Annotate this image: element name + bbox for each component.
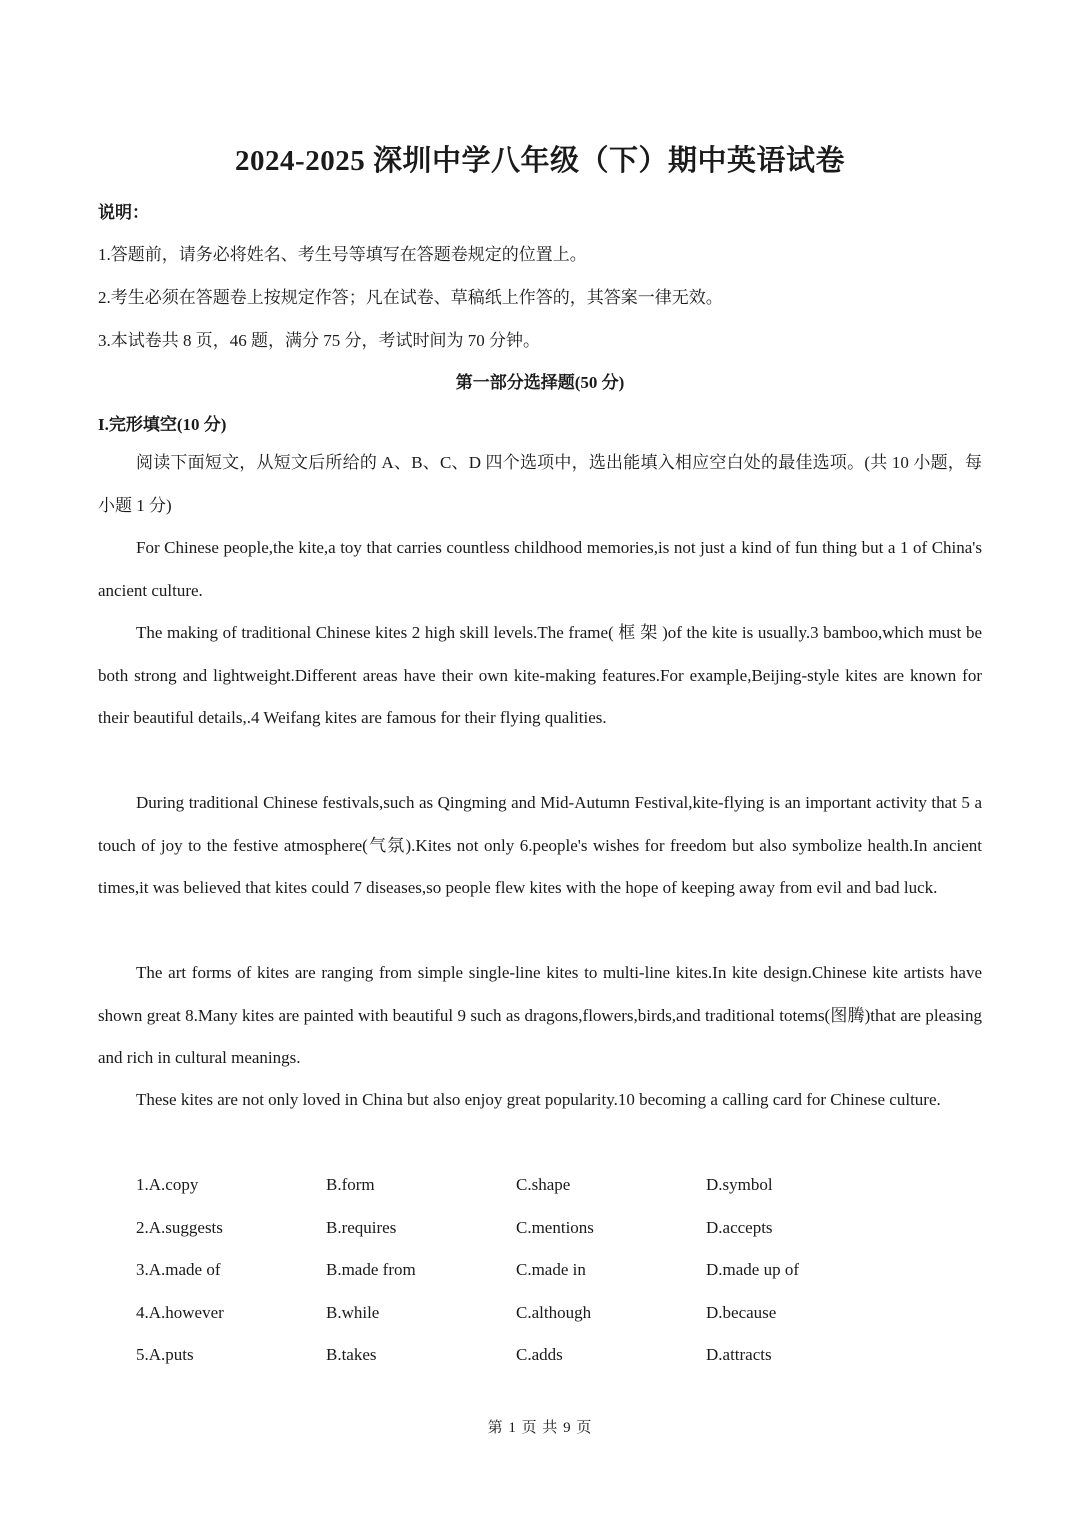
instructions: 阅读下面短文，从短文后所给的 A、B、C、D 四个选项中，选出能填入相应空白处的最佳选项。(共 10 小题，每小题 1 分) [98,453,983,515]
question-row [136,1334,896,1377]
passage-paragraph: For Chinese people,the kite,a toy that carries countless childhood memories,is not just a kind of fun thing but a 1 of China's ancient culture. [98,538,982,600]
option-b: B.made from [326,1260,416,1280]
option-b: B.form [326,1175,375,1194]
question-row [136,1292,896,1335]
option-c: C.adds [516,1345,563,1365]
passage-paragraph: The making of traditional Chinese kites 2 high skill levels.The frame( 框 架 )of the kite is usually.3 bamboo,which must be both strong and lightweight.Different areas have their own kite-making features.For example,Beijing-style kites are known for their beautiful details,.4 Weifang kites are famous for their flying qualities. [98,623,982,727]
option-b: B.while [326,1302,380,1322]
note-item: 2.考生必须在答题卷上按规定作答；凡在试卷、草稿纸上作答的，其答案一律无效。 [98,288,723,307]
option-b: B.takes [326,1345,377,1365]
notes-heading: 说明： [98,203,149,222]
passage-paragraph: The art forms of kites are ranging from simple single-line kites to multi-line kites.In kite design.Chinese kite artists have shown great 8.Many kites are painted with beautiful 9 such as dragons,flowers,birds,and traditional totems(图腾)that are pleasing and rich in cultural meanings. [98,963,982,1067]
option-a: 5.A.puts [136,1345,194,1365]
passage-paragraph: These kites are not only loved in China but also enjoy great popularity.10 becoming a calling card for Chinese culture. [136,1090,941,1109]
question-row [136,1207,896,1250]
option-a: 3.A.made of [136,1260,221,1280]
options-list [136,1164,896,1377]
passage-paragraph: During traditional Chinese festivals,such as Qingming and Mid-Autumn Festival,kite-flying is an important activity that 5 a touch of joy to the festive atmosphere(气氛).Kites not only 6.people's wishes for freedom but also symbolize health.In ancient times,it was believed that kites could 7 diseases,so people flew kites with the hope of keeping away from evil and bad luck. [98,793,982,897]
note-item: 3.本试卷共 8 页，46 题，满分 75 分，考试时间为 70 分钟。 [98,331,540,350]
exam-title: 2024-2025 深圳中学八年级（下）期中英语试卷 [235,145,845,177]
option-d: D.symbol [706,1175,773,1194]
option-b: B.requires [326,1217,397,1237]
question-row [136,1249,896,1292]
option-d: D.attracts [706,1345,772,1365]
question-row [136,1164,896,1207]
option-a: 2.A.suggests [136,1217,223,1237]
option-c: C.made in [516,1260,586,1280]
section-title: I.完形填空(10 分) [98,415,227,434]
option-a: 4.A.however [136,1302,224,1322]
option-c: C.mentions [516,1217,594,1237]
option-d: D.accepts [706,1217,773,1237]
option-c: C.although [516,1302,592,1322]
option-d: D.made up of [706,1260,800,1280]
option-a: 1.A.copy [136,1175,199,1194]
page-footer: 第 1 页 共 9 页 [487,1420,593,1436]
note-item: 1.答题前，请务必将姓名、考生号等填写在答题卷规定的位置上。 [98,245,587,264]
part-title: 第一部分选择题(50 分) [455,373,625,392]
option-c: C.shape [516,1175,571,1194]
option-d: D.because [706,1302,777,1322]
